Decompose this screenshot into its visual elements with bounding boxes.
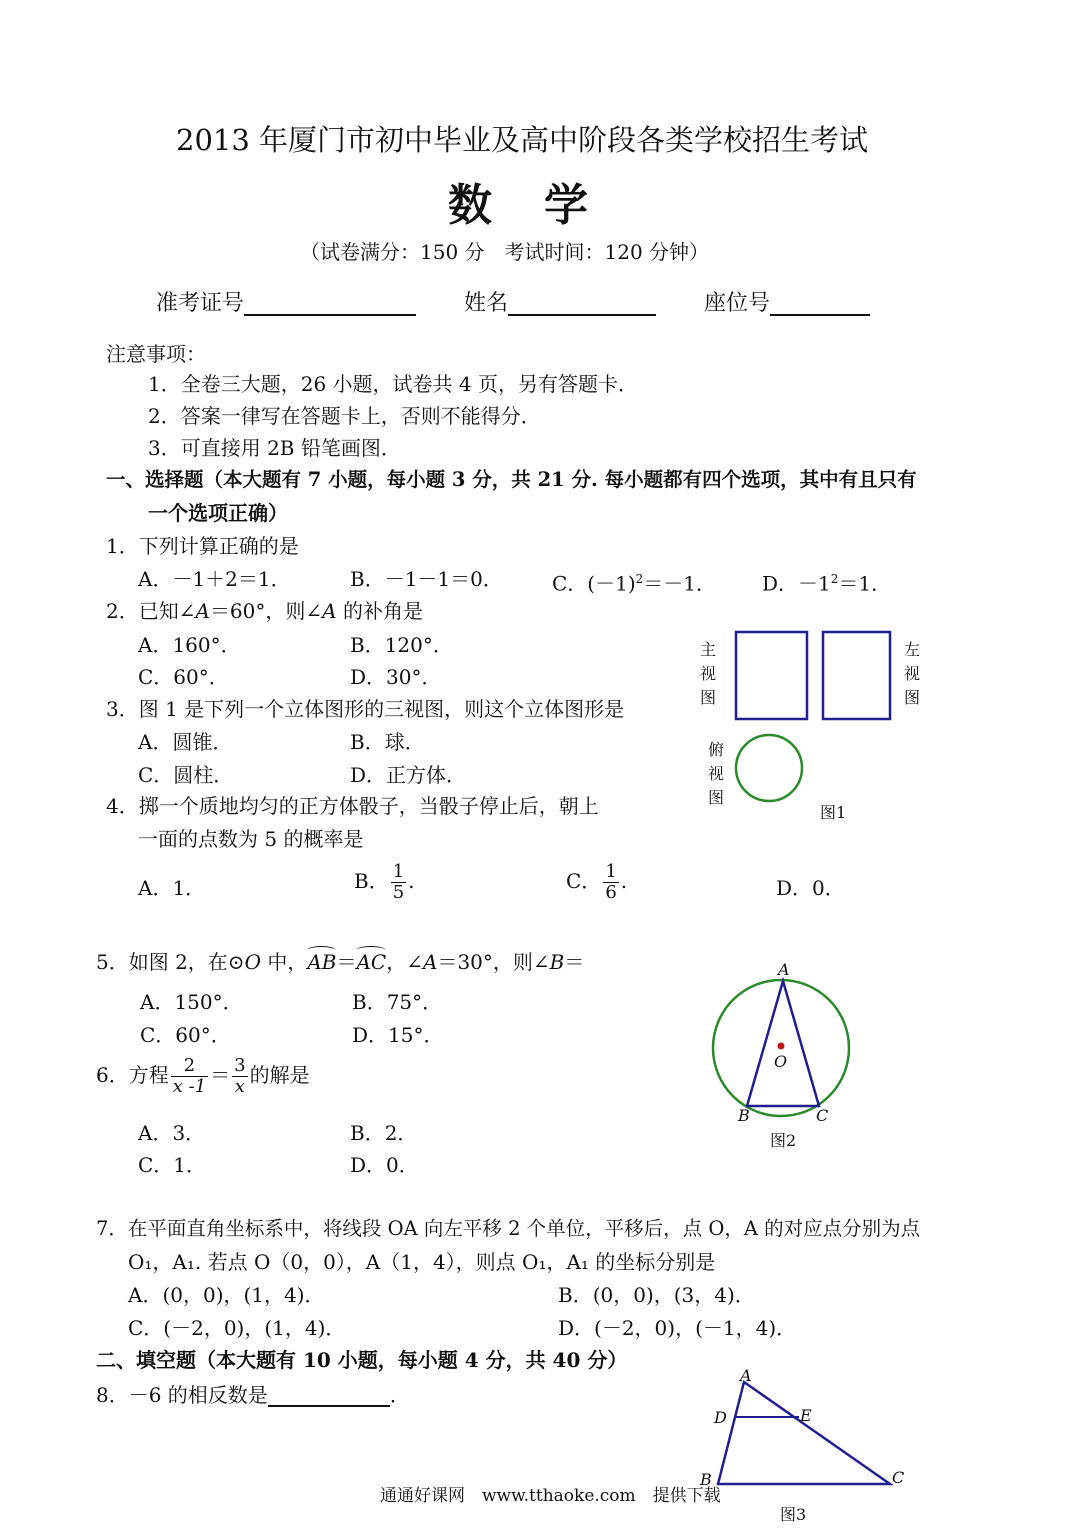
q6-fraction-left: $\frac{2}{x -1}$ [172, 1055, 207, 1097]
label-a: A [778, 960, 790, 979]
q5-option-d: D．15°． [352, 1023, 444, 1047]
q2-stem: 2．已知∠A＝60°，则∠A 的补角是 [106, 599, 423, 623]
q6-option-c: C．1． [138, 1153, 207, 1177]
candidate-fields [156, 290, 870, 316]
label-e: E [800, 1406, 812, 1425]
notice-item-3: 3．可直接用 2B 铅笔画图． [148, 436, 401, 460]
q2-option-a: A．160°． [138, 633, 241, 657]
q3-option-b: B．球． [350, 730, 425, 754]
q3-option-d: D．正方体． [350, 763, 467, 787]
q3-option-c: C．圆柱． [138, 763, 234, 787]
q3-option-a: A．圆锥． [138, 730, 233, 754]
q1-option-a: A．－1＋2＝1． [138, 567, 291, 591]
q4-stem-line1: 4．掷一个质地均匀的正方体骰子，当骰子停止后，朝上 [106, 794, 599, 818]
name-label: 姓名 [464, 291, 509, 316]
q5-option-b: B．75°． [352, 990, 443, 1014]
q6-fraction-right: $\frac{3}{x}$ [234, 1055, 246, 1097]
seat-label: 座位号 [704, 291, 771, 316]
notice-item-2: 2．答案一律写在答题卡上，否则不能得分． [148, 404, 541, 428]
figure-1-drawing [696, 626, 936, 826]
q6-stem: 6．方程 $\frac{2}{x -1}$ ＝ $\frac{3}{x}$ 的解是 [96, 1055, 310, 1097]
q4-option-c: C． $\frac{1}{6}$ . [566, 861, 628, 903]
q3-stem: 3．图 1 是下列一个立体图形的三视图，则这个立体图形是 [106, 697, 625, 721]
q7-stem-line2: O₁，A₁. 若点 O（0，0），A（1，4），则点 O₁，A₁ 的坐标分别是 [128, 1250, 716, 1274]
q7-option-c: C．(－2，0)，(1，4)． [128, 1316, 346, 1340]
q4-option-d: D．0． [776, 876, 845, 900]
section1-heading-line1: 一、选择题（本大题有 7 小题，每小题 3 分，共 21 分. 每小题都有四个选项，其中有且只有 [106, 468, 917, 491]
label-o: O [774, 1052, 788, 1071]
q2-option-c: C．60°． [138, 665, 229, 689]
notice-heading: 注意事项： [106, 342, 206, 366]
q1-option-b: B．－1－1＝0． [350, 567, 503, 591]
q4-c-fraction: $\frac{1}{6}$ [605, 861, 617, 903]
q6-option-d: D．0． [350, 1153, 419, 1177]
section2-heading: 二、填空题（本大题有 10 小题，每小题 4 分，共 40 分） [96, 1348, 628, 1372]
ticket-label: 准考证号 [156, 291, 245, 316]
q8-answer-blank[interactable] [268, 1381, 390, 1407]
ticket-blank[interactable] [244, 290, 416, 316]
figure-2-caption: 图2 [770, 1131, 797, 1150]
arc-ab: AB [307, 950, 337, 974]
top-view-circle [736, 735, 802, 801]
label-b: B [700, 1470, 712, 1489]
q4-b-fraction: $\frac{1}{5}$ [392, 861, 405, 903]
figure-3 [696, 1366, 916, 1526]
front-view-label: 主视图 [700, 640, 717, 707]
q4-option-b: B． $\frac{1}{5}$ . [354, 861, 415, 903]
q4-option-a: A．1． [138, 876, 206, 900]
exam-meta: （试卷满分：150 分 考试时间：120 分钟） [300, 240, 710, 264]
q4-stem-line2: 一面的点数为 5 的概率是 [138, 827, 364, 851]
arc-ac: AC [356, 950, 387, 974]
label-b: B [738, 1106, 750, 1125]
figure-1-caption: 图1 [820, 803, 847, 822]
q2-option-d: D．30°． [350, 665, 442, 689]
left-view-label: 左视图 [904, 640, 921, 707]
q7-option-d: D．(－2，0)，(－1，4)． [558, 1316, 797, 1340]
figure-1 [696, 626, 936, 826]
figure-3-caption: 图3 [780, 1505, 807, 1524]
q5-option-c: C．60°． [140, 1023, 231, 1047]
footer-source: 通通好课网 www.tthaoke.com 提供下载 [380, 1486, 721, 1506]
q7-stem-line1: 7．在平面直角坐标系中，将线段 OA 向左平移 2 个单位，平移后，点 O，A 的对应点分别为点 [96, 1217, 921, 1240]
label-c: C [816, 1106, 829, 1125]
label-a: A [740, 1366, 752, 1385]
notice-item-1: 1．全卷三大题，26 小题，试卷共 4 页，另有答题卡． [148, 372, 638, 396]
seat-blank[interactable] [770, 290, 870, 316]
top-view-label: 俯视图 [708, 740, 725, 807]
q7-option-b: B．(0，0)，(3，4)． [558, 1283, 755, 1307]
figure-2 [704, 960, 864, 1150]
q5-stem: 5．如图 2，在⊙O 中，AB＝AC，∠A＝30°，则∠B＝ [96, 950, 585, 974]
q8-stem: 8．－6 的相反数是 ． [96, 1383, 410, 1407]
q1-option-d: D．$-1^2=1$． [762, 571, 892, 596]
subject-title: 数 学 [448, 180, 592, 231]
q7-option-a: A．(0，0)，(1，4)． [128, 1283, 325, 1307]
triangle-abc [718, 1382, 890, 1484]
q1-stem: 1．下列计算正确的是 [106, 534, 299, 558]
left-view-rect [823, 632, 890, 719]
q6-option-a: A．3． [138, 1121, 206, 1145]
q1-option-c: C．$(-1)^2=-1$． [552, 571, 717, 596]
section1-heading-line2: 一个选项正确） [148, 501, 288, 525]
q6-option-b: B．2． [350, 1121, 418, 1145]
front-view-rect [736, 632, 807, 719]
label-d: D [714, 1408, 727, 1427]
label-c: C [892, 1468, 905, 1487]
q2-option-b: B．120°． [350, 633, 453, 657]
q5-option-a: A．150°． [140, 990, 243, 1014]
name-blank[interactable] [508, 290, 656, 316]
exam-title: 2013 年厦门市初中毕业及高中阶段各类学校招生考试 [176, 123, 869, 157]
center-point [778, 1043, 785, 1050]
